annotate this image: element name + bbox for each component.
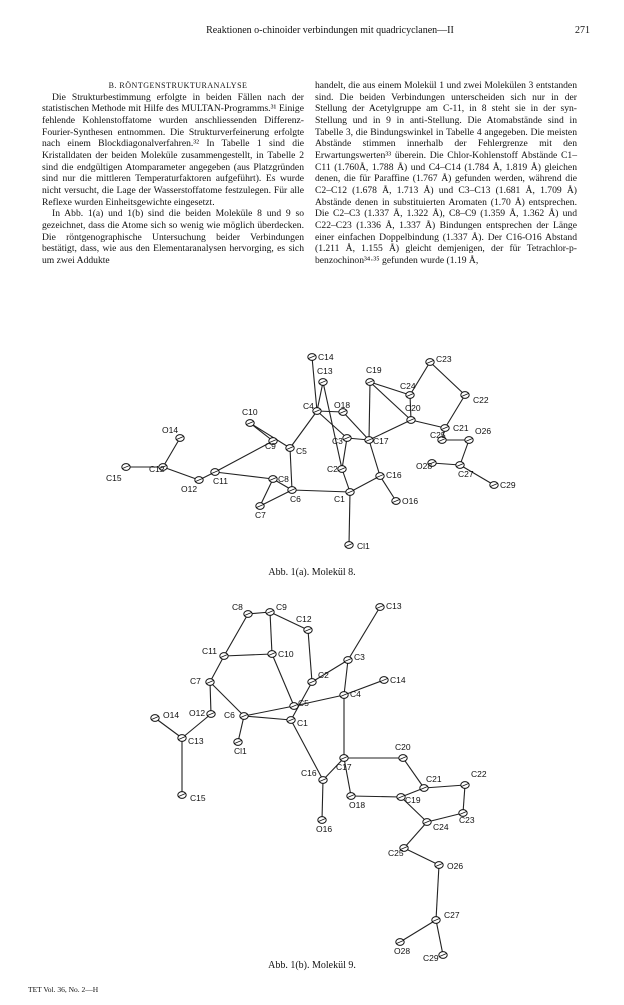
atom-label-c25: C25 [388, 848, 404, 858]
atom-label-c25: C25 [430, 430, 446, 440]
bond [369, 382, 370, 440]
bond [260, 490, 292, 506]
bond [250, 423, 273, 441]
atom-label-c20: C20 [395, 742, 411, 752]
atom-label-c19: C19 [366, 365, 382, 375]
bond [344, 660, 348, 695]
atom-label-c21: C21 [426, 774, 442, 784]
left-column [42, 80, 304, 267]
bond [317, 382, 323, 411]
atom-label-o26: O26 [475, 426, 492, 436]
atom-label-c3: C3 [354, 652, 365, 662]
atom-label-c24: C24 [400, 381, 416, 391]
atom-label-c14: C14 [318, 352, 334, 362]
atom-label-c4: C4 [350, 689, 361, 699]
bond [351, 796, 401, 797]
bond [238, 716, 244, 742]
bond [404, 822, 427, 848]
bond [260, 479, 273, 506]
atom-label-o16: O16 [316, 824, 333, 834]
atom-label-c6: C6 [290, 494, 301, 504]
bond [308, 630, 312, 682]
bond [270, 612, 272, 654]
atom-label-c7: C7 [255, 510, 266, 520]
atom-label-c21: C21 [453, 423, 469, 433]
atom-label-c14: C14 [390, 675, 406, 685]
atom-label-c1: C1 [297, 718, 308, 728]
atom-label-c7: C7 [190, 676, 201, 686]
atom-label-c6: C6 [224, 710, 235, 720]
figure-1b [0, 590, 624, 965]
bond [460, 440, 469, 465]
atom-label-c3: C3 [332, 436, 343, 446]
bond [349, 492, 350, 545]
right-column [315, 80, 577, 267]
atom-label-c5: C5 [298, 698, 309, 708]
atom-label-c23: C23 [459, 815, 475, 825]
atom-label-c12: C12 [296, 614, 312, 624]
bond [224, 654, 272, 656]
atom-label-o28: O28 [394, 946, 411, 956]
atom-label-cl1: Cl1 [234, 746, 247, 756]
atom-label-c17: C17 [336, 762, 352, 772]
atom-label-c9: C9 [265, 441, 276, 451]
bond [427, 813, 463, 822]
running-title: Reaktionen o-chinoider verbindungen mit quadricyclanen—II [206, 25, 454, 36]
atom-label-o26: O26 [447, 861, 464, 871]
atom-label-cl1: Cl1 [357, 541, 370, 551]
atom-label-c4: C4 [303, 401, 314, 411]
atom-label-c20: C20 [405, 403, 421, 413]
atom-label-c29: C29 [423, 953, 439, 963]
atom-label-c27: C27 [458, 469, 474, 479]
bond [292, 490, 350, 492]
atom-label-c10: C10 [278, 649, 294, 659]
atom-label-c13: C13 [386, 601, 402, 611]
atom-label-c17: C17 [373, 436, 389, 446]
atom-label-c16: C16 [386, 470, 402, 480]
atom-label-c15: C15 [190, 793, 206, 803]
figure-1b-caption: Abb. 1(b). Molekül 9. [268, 960, 356, 971]
bond [290, 448, 292, 490]
atom-label-c16: C16 [301, 768, 317, 778]
bond [155, 718, 182, 738]
bond [430, 362, 465, 395]
bond [210, 682, 211, 714]
figure-1a-caption: Abb. 1(a). Molekül 8. [268, 567, 356, 578]
section-heading: B. RÖNTGENSTRUKTURANALYSE [108, 81, 248, 90]
atom-label-o16: O16 [402, 496, 419, 506]
atom-label-c12: C12 [149, 464, 165, 474]
journal-footer: TET Vol. 36, No. 2—H [28, 985, 99, 994]
bond [244, 716, 291, 720]
atom-label-c19: C19 [405, 795, 421, 805]
bond [323, 382, 342, 469]
bond [210, 656, 224, 682]
bond [224, 614, 248, 656]
atom-label-c8: C8 [278, 474, 289, 484]
atom-label-c29: C29 [500, 480, 516, 490]
right-paragraph-1: handelt, die aus einem Molekül 1 und zwei Molekülen 3 entstanden sind. Die beiden Verbindungen unterscheiden sich nur in der Stellung der Acetylgruppe am C-11, in 8 steht sie in der syn-Stellung und in 9 in anti-Stellung. Die Atomabstände sind in Tabelle 3, die Bindungswinkel in Tabelle 4 angegeben. Die meisten Abstände stimmen innerhalb der Fehlergrenze mit den Erwartungswerten³³ überein. Die Chlor-Kohlenstoff Abstände C1–C11 (1.760Å, 1.788 Å) und C4–C14 (1.784 Å, 1.819 Å) gleichen denen, die für Paraffine (1.767 Å) gefunden werden, während die C2–C12 (1.678 Å, 1.713 Å) und C3–C13 (1.681 Å, 1.709 Å) Abstände denen in substituierten Aromaten (1.70 Å) entsprechen. Die C2–C3 (1.337 Å, 1.322 Å), C8–C9 (1.359 Å, 1.362 Å) und C22–C23 (1.336 Å, 1.337 Å) Bindungen entsprechen der Länge einer einfachen Doppelbindung (1.337 Å). Der C16-O16 Abstand (1.211 Å, 1.155 Å) gleicht demjenigen, der für Tetrachlor-p-benzochinon³⁴·³⁵ gefunden wurde (1.19 Å, [315, 80, 577, 266]
atom-label-o14: O14 [163, 710, 180, 720]
bond [290, 411, 317, 448]
atom-label-c23: C23 [436, 354, 452, 364]
bond [163, 438, 180, 467]
bond [322, 780, 323, 820]
bond [411, 420, 445, 428]
atom-label-c24: C24 [433, 822, 449, 832]
bond [424, 785, 465, 788]
atom-label-c8: C8 [232, 602, 243, 612]
page-number: 271 [575, 25, 590, 36]
molecule-9-drawing [0, 590, 624, 965]
molecule-8-drawing [0, 340, 624, 570]
atom-label-c13: C13 [317, 366, 333, 376]
bond [463, 785, 465, 813]
bond [404, 848, 439, 865]
atom-label-c5: C5 [296, 446, 307, 456]
atom-label-c1: C1 [334, 494, 345, 504]
bond [436, 865, 439, 920]
bond [244, 706, 294, 716]
atom-label-c2: C2 [318, 670, 329, 680]
figure-1a [0, 340, 624, 570]
atom-label-o14: O14 [162, 425, 179, 435]
atom-label-o18: O18 [349, 800, 366, 810]
left-paragraph-1: Die Strukturbestimmung erfolgte in beiden Fällen nach der statistischen Methode mit Hilfe des MULTAN-Programms.³¹ Einige fehlende Kohlenstoffatome wurden anschliessenden Differenz-Fourier-Synthesen entnommen. Die Strukturverfeinerung erfolgte nach einem Blockdiagonalverfahren.³² In Tabelle 1 sind die Kristalldaten der beiden Moleküle zusammengestellt, in Tabelle 2 sind die endgültigen Atomparameter angegeben (aus Platzgründen sind nur die mittleren Temperaturfaktoren aufgeführt). Es wurde nicht versucht, die Lage der Wasserstoffatome festzulegen. Für alle Reflexe wurden Einheitsgewichte eingesetzt. [42, 91, 304, 208]
atom-label-c13b: C13 [188, 736, 204, 746]
atom-label-c15: C15 [106, 473, 122, 483]
running-header [60, 25, 600, 39]
atom-label-c27: C27 [444, 910, 460, 920]
atom-label-c2: C2 [327, 464, 338, 474]
atom-label-c11: C11 [213, 476, 228, 486]
bond [400, 920, 436, 942]
bond [350, 476, 380, 492]
bond [403, 758, 424, 788]
bond [163, 467, 199, 480]
atom-label-c9: C9 [276, 602, 287, 612]
atom-label-o18: O18 [334, 400, 351, 410]
atom-label-c11: C11 [202, 646, 217, 656]
bond [272, 654, 294, 706]
left-paragraph-2: In Abb. 1(a) und 1(b) sind die beiden Moleküle 8 und 9 so gezeichnet, dass die Atome sich so wenig wie möglich überdecken. Die röntgenographische Untersuchung beider Verbindungen bestätigt, dass, wie aus den Elementaranalysen hervorging, es sich um zwei Addukte [42, 208, 304, 266]
atom-label-c22: C22 [471, 769, 487, 779]
atom-label-c22: C22 [473, 395, 489, 405]
atom-label-c10: C10 [242, 407, 258, 417]
atom-label-o12: O12 [181, 484, 198, 494]
bond [436, 920, 443, 955]
atom-label-o28: O28 [416, 461, 433, 471]
atom-label-o12: O12 [189, 708, 206, 718]
